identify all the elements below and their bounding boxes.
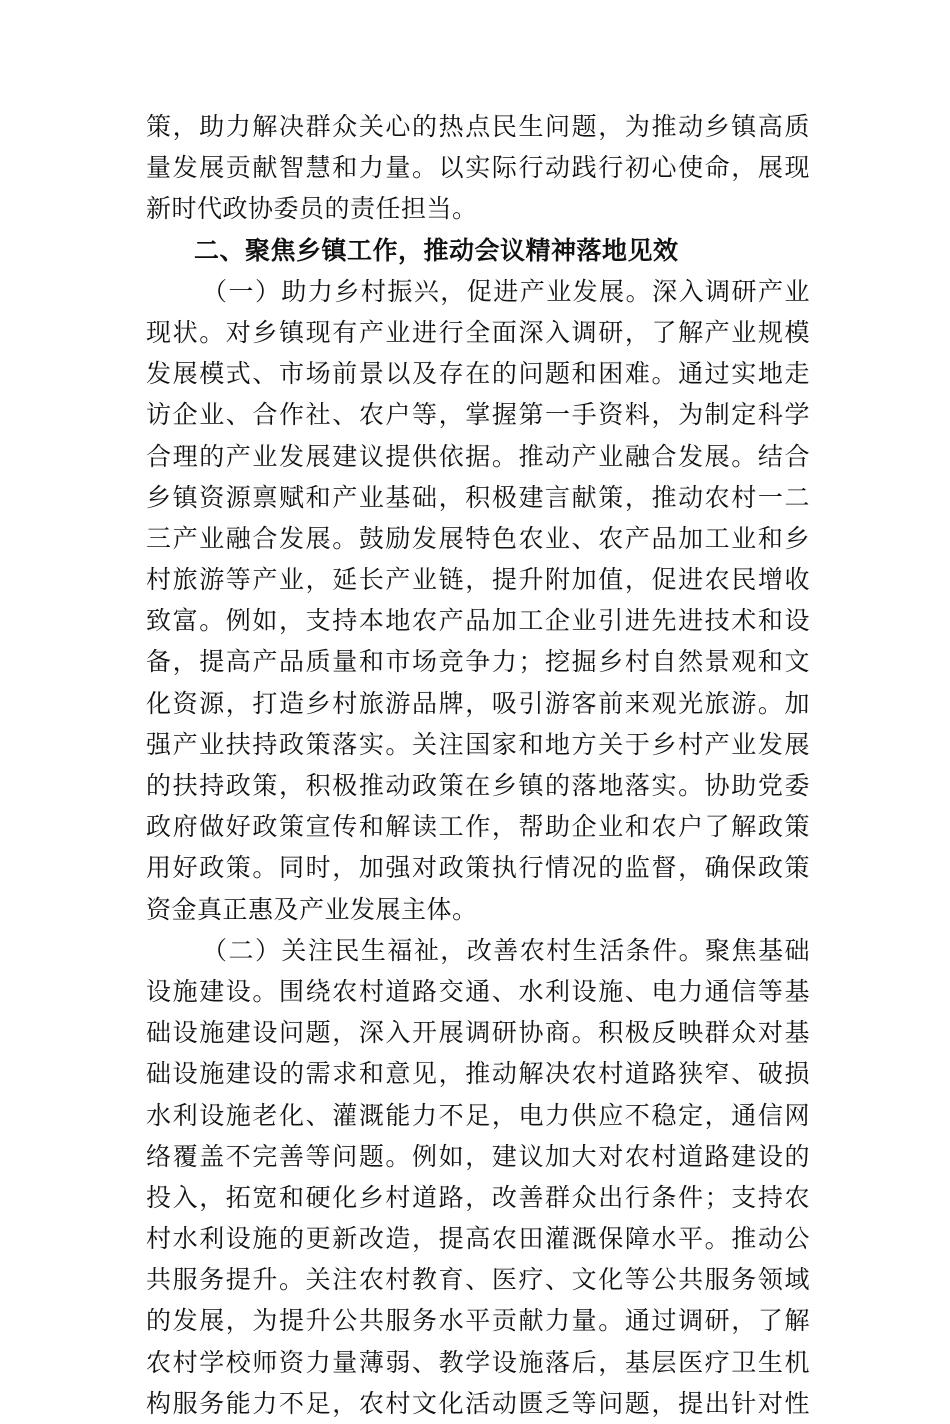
text-line: 发展模式、市场前景以及存在的问题和困难。通过实地走 (146, 359, 810, 389)
text-line: （二）关注民生福祉，改善农村生活条件。聚焦基础 (202, 935, 810, 965)
text-line: 备，提高产品质量和市场竞争力；挖掘乡村自然景观和文 (146, 647, 810, 677)
text-line: 三产业融合发展。鼓励发展特色农业、农产品加工业和乡 (146, 523, 810, 553)
text-line: 合理的产业发展建议提供依据。推动产业融合发展。结合 (146, 441, 810, 471)
intro-paragraph (146, 106, 810, 230)
text-line: 访企业、合作社、农户等，掌握第一手资料，为制定科学 (146, 400, 810, 430)
text-line: （一）助力乡村振兴，促进产业发展。深入调研产业 (202, 276, 810, 306)
text-line: 设施建设。围绕农村道路交通、水利设施、电力通信等基 (146, 976, 810, 1006)
text-line: 策，助力解决群众关心的热点民生问题，为推动乡镇高质 (146, 112, 810, 141)
document-body (146, 106, 810, 1424)
text-line: 水利设施老化、灌溉能力不足，电力供应不稳定，通信网 (146, 1100, 810, 1130)
text-line: 络覆盖不完善等问题。例如，建议加大对农村道路建设的 (146, 1141, 810, 1171)
paragraph-livelihood (146, 930, 810, 1424)
section-heading: 二、聚焦乡镇工作，推动会议精神落地见效 (194, 235, 679, 265)
text-line: 政府做好政策宣传和解读工作，帮助企业和农户了解政策 (146, 812, 810, 842)
text-line: 强产业扶持政策落实。关注国家和地方关于乡村产业发展 (146, 729, 810, 759)
text-line: 投入，拓宽和硬化乡村道路，改善群众出行条件；支持农 (146, 1182, 810, 1212)
text-line: 量发展贡献智慧和力量。以实际行动践行初心使命，展现 (146, 153, 810, 183)
text-line: 致富。例如，支持本地农产品加工企业引进先进技术和设 (146, 606, 810, 636)
text-line: 用好政策。同时，加强对政策执行情况的监督，确保政策 (146, 853, 810, 883)
text-line: 构服务能力不足，农村文化活动匮乏等问题，提出针对性 (146, 1388, 810, 1418)
text-line: 新时代政协委员的责任担当。 (146, 194, 478, 224)
text-line: 础设施建设的需求和意见，推动解决农村道路狭窄、破损 (146, 1059, 810, 1089)
text-line: 村水利设施的更新改造，提高农田灌溉保障水平。推动公 (146, 1224, 810, 1254)
text-line: 的发展，为提升公共服务水平贡献力量。通过调研，了解 (146, 1306, 810, 1336)
text-line: 资金真正惠及产业发展主体。 (146, 894, 478, 924)
paragraph-rural-revitalization (146, 271, 810, 930)
text-line: 础设施建设问题，深入开展调研协商。积极反映群众对基 (146, 1018, 810, 1048)
text-line: 乡镇资源禀赋和产业基础，积极建言献策，推动农村一二 (146, 482, 810, 512)
text-line: 村旅游等产业，延长产业链，提升附加值，促进农民增收 (146, 565, 810, 595)
text-line: 农村学校师资力量薄弱、教学设施落后，基层医疗卫生机 (146, 1347, 810, 1377)
text-line: 共服务提升。关注农村教育、医疗、文化等公共服务领域 (146, 1265, 810, 1295)
text-line: 的扶持政策，积极推动政策在乡镇的落地落实。协助党委 (146, 771, 810, 800)
text-line: 现状。对乡镇现有产业进行全面深入调研，了解产业规模 (146, 317, 810, 347)
text-line: 化资源，打造乡村旅游品牌，吸引游客前来观光旅游。加 (146, 688, 810, 718)
